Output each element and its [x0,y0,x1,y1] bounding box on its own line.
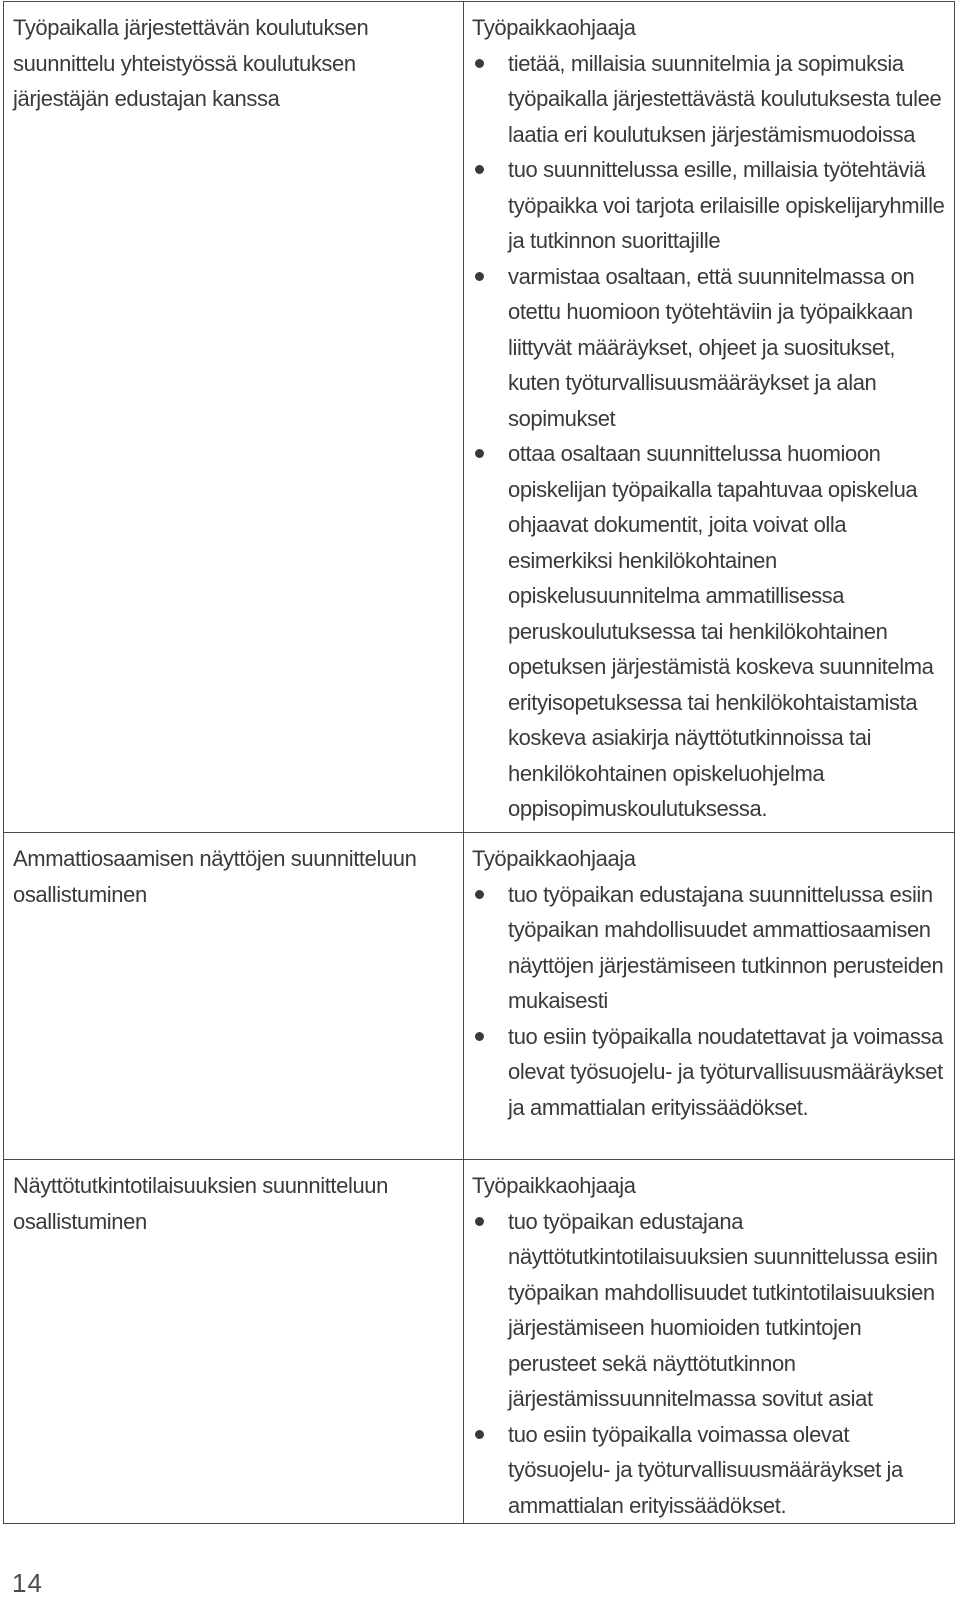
duty-list [472,1204,948,1524]
bullet-dot-icon [475,272,484,281]
table-row [4,2,955,833]
bullet-dot-icon [475,1032,484,1041]
list-item [472,1417,948,1524]
list-item-text: tuo työpaikan edustajana näyttötutkintotilaisuuksien suunnittelussa esiin työpaikan mahdollisuudet tutkintotilaisuuksien järjestämiseen huomioiden tutkintojen perusteet sekä näyttötutkinnon järjestämissuunnitelmassa sovitut asiat [508,1208,938,1411]
topic-cell [4,833,464,1160]
list-item-text: tuo suunnittelussa esille, millaisia työtehtäviä työpaikka voi tarjota erilaisille opiskelijaryhmille ja tutkinnon suorittajille [508,157,945,253]
list-item-text: varmistaa osaltaan, että suunnitelmassa on otettu huomioon työtehtäviin ja työpaikkaan liittyvät määräykset, ohjeet ja suositukset, kuten työturvallisuusmääräykset ja alan sopimukset [508,263,915,431]
topic-text: Työpaikalla järjestettävän koulutuksen suunnittelu yhteistyössä koulutuksen järjestäjän edustajan kanssa [13,15,369,111]
bullet-dot-icon [475,59,484,68]
duties-cell [464,1160,955,1524]
topic-cell [4,1160,464,1524]
role-heading: Työpaikkaohjaaja [472,1173,636,1198]
bullet-dot-icon [475,890,484,899]
list-item [472,1019,948,1126]
bullet-dot-icon [475,1430,484,1439]
list-item-text: tietää, millaisia suunnitelmia ja sopimuksia työpaikalla järjestettävästä koulutuksesta tulee laatia eri koulutuksen järjestämismuodoissa [508,50,942,147]
topic-cell [4,2,464,833]
list-item [472,152,948,259]
list-item-text: tuo esiin työpaikalla noudatettavat ja voimassa olevat työsuojelu- ja työturvallisuusmääräykset ja ammattialan erityissäädökset. [508,1023,943,1120]
topic-text: Näyttötutkintotilaisuuksien suunnitteluun osallistuminen [13,1173,388,1234]
table-row [4,833,955,1160]
role-heading: Työpaikkaohjaaja [472,846,636,871]
list-item [472,877,948,1019]
bullet-dot-icon [475,1217,484,1226]
duties-cell [464,2,955,833]
list-item [472,1204,948,1417]
role-heading: Työpaikkaohjaaja [472,15,636,40]
duty-list [472,877,948,1126]
bullet-dot-icon [475,449,484,458]
duty-list [472,46,948,827]
bullet-dot-icon [475,165,484,174]
list-item-text: tuo työpaikan edustajana suunnittelussa esiin työpaikan mahdollisuudet ammattiosaamisen näyttöjen järjestämiseen tutkinnon perusteiden mukaisesti [508,881,944,1013]
list-item [472,436,948,827]
list-item [472,259,948,437]
list-item [472,46,948,153]
list-item-text: ottaa osaltaan suunnittelussa huomioon opiskelijan työpaikalla tapahtuvaa opiskelua ohjaavat dokumentit, joita voivat olla esimerkiksi henkilökohtainen opiskelusuunnitelma ammatillisessa peruskoulutuksessa tai henkilökohtainen opetuksen järjestämistä koskeva suunnitelma erityisopetuksessa tai henkilökohtaistamista koskeva asiakirja näyttötutkinnoissa tai henkilökohtainen opiskeluohjelma oppisopimuskoulutuksessa. [508,441,934,821]
document-table [3,1,955,1524]
topic-text: Ammattiosaamisen näyttöjen suunnitteluun osallistuminen [13,846,417,907]
page-number: 14 [12,1568,43,1598]
duties-cell [464,833,955,1160]
list-item-text: tuo esiin työpaikalla voimassa olevat työsuojelu- ja työturvallisuusmääräykset ja ammattialan erityissäädökset. [508,1421,903,1518]
table-row [4,1160,955,1524]
